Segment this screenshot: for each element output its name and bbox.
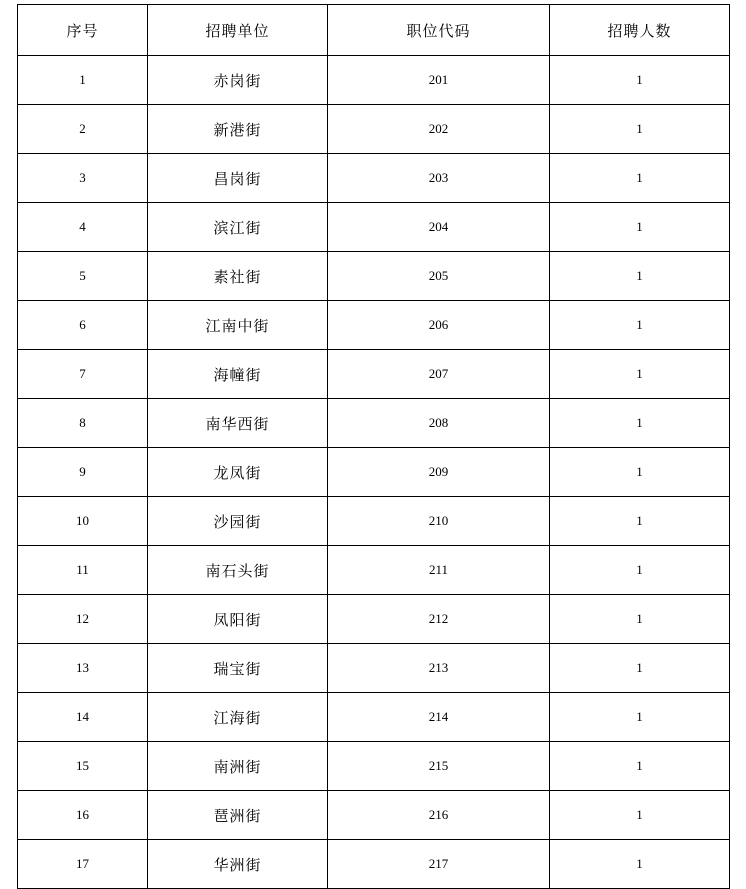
cell-code: 201 [328,56,550,105]
cell-count: 1 [550,203,730,252]
cell-code: 203 [328,154,550,203]
table-row [18,105,730,154]
table-row [18,350,730,399]
column-header-unit: 招聘单位 [148,5,328,56]
cell-count: 1 [550,644,730,693]
cell-unit: 沙园街 [148,497,328,546]
cell-code: 205 [328,252,550,301]
table-row [18,497,730,546]
cell-code: 209 [328,448,550,497]
column-header-index: 序号 [18,5,148,56]
cell-code: 204 [328,203,550,252]
cell-unit: 赤岗街 [148,56,328,105]
cell-index: 11 [18,546,148,595]
table-row [18,301,730,350]
cell-count: 1 [550,350,730,399]
cell-count: 1 [550,301,730,350]
table-row [18,840,730,889]
table-row [18,448,730,497]
cell-code: 210 [328,497,550,546]
cell-code: 215 [328,742,550,791]
cell-unit: 素社街 [148,252,328,301]
table-row [18,742,730,791]
table-row [18,154,730,203]
table-row [18,546,730,595]
cell-code: 208 [328,399,550,448]
cell-code: 212 [328,595,550,644]
cell-unit: 南石头街 [148,546,328,595]
cell-index: 17 [18,840,148,889]
cell-code: 217 [328,840,550,889]
cell-index: 12 [18,595,148,644]
table-row [18,595,730,644]
table-row [18,203,730,252]
cell-index: 14 [18,693,148,742]
cell-unit: 海幢街 [148,350,328,399]
cell-count: 1 [550,105,730,154]
cell-unit: 新港街 [148,105,328,154]
cell-unit: 南洲街 [148,742,328,791]
cell-code: 214 [328,693,550,742]
cell-unit: 龙凤街 [148,448,328,497]
cell-index: 9 [18,448,148,497]
cell-code: 206 [328,301,550,350]
recruitment-table [17,4,730,889]
cell-unit: 江南中街 [148,301,328,350]
cell-count: 1 [550,595,730,644]
cell-unit: 瑞宝街 [148,644,328,693]
cell-unit: 凤阳街 [148,595,328,644]
cell-count: 1 [550,840,730,889]
table-row [18,644,730,693]
cell-count: 1 [550,791,730,840]
table-row [18,252,730,301]
cell-index: 5 [18,252,148,301]
cell-code: 202 [328,105,550,154]
cell-index: 15 [18,742,148,791]
cell-code: 216 [328,791,550,840]
cell-unit: 昌岗街 [148,154,328,203]
cell-index: 3 [18,154,148,203]
table-header [18,5,730,56]
cell-count: 1 [550,252,730,301]
column-header-code: 职位代码 [328,5,550,56]
cell-count: 1 [550,56,730,105]
table-body [18,56,730,889]
cell-count: 1 [550,693,730,742]
cell-index: 2 [18,105,148,154]
cell-unit: 琶洲街 [148,791,328,840]
table-row [18,56,730,105]
cell-unit: 江海街 [148,693,328,742]
cell-count: 1 [550,448,730,497]
cell-index: 1 [18,56,148,105]
cell-code: 213 [328,644,550,693]
cell-count: 1 [550,497,730,546]
cell-code: 207 [328,350,550,399]
table-row [18,399,730,448]
cell-index: 4 [18,203,148,252]
cell-count: 1 [550,154,730,203]
cell-index: 8 [18,399,148,448]
cell-unit: 华洲街 [148,840,328,889]
cell-unit: 滨江街 [148,203,328,252]
cell-unit: 南华西街 [148,399,328,448]
cell-index: 13 [18,644,148,693]
cell-index: 7 [18,350,148,399]
cell-index: 16 [18,791,148,840]
cell-count: 1 [550,546,730,595]
table-row [18,693,730,742]
cell-code: 211 [328,546,550,595]
table-row [18,791,730,840]
cell-count: 1 [550,742,730,791]
cell-index: 6 [18,301,148,350]
table-header-row [18,5,730,56]
cell-index: 10 [18,497,148,546]
cell-count: 1 [550,399,730,448]
column-header-count: 招聘人数 [550,5,730,56]
